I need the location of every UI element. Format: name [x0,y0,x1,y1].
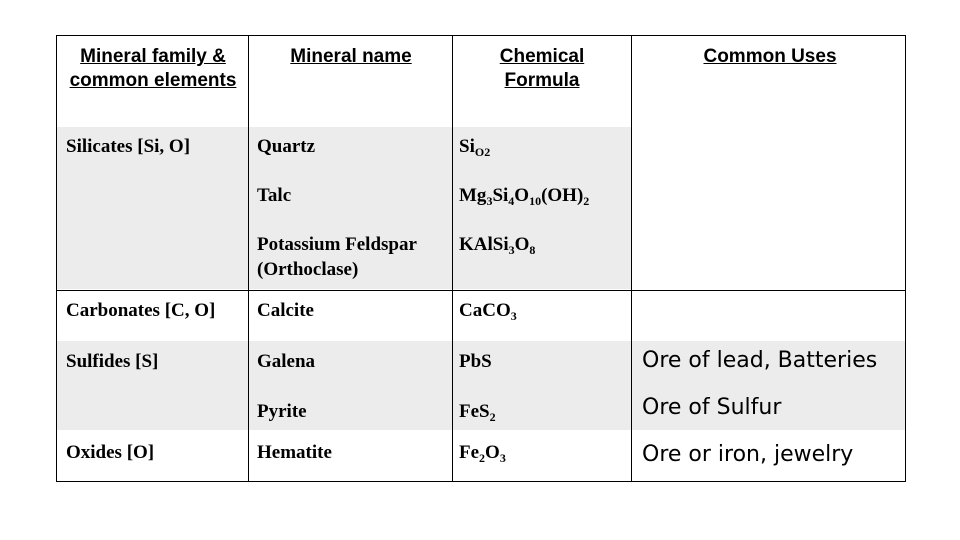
mineral-talc: Talc [257,185,292,206]
formula-talc: $Mg_3Si_4O_{10}(OH)_2$ [459,185,590,208]
formula-quartz: $Si_{O2}$ [459,136,491,159]
use-galena: Ore of lead, Batteries [642,348,878,373]
formula-galena: PbS [459,351,492,372]
formula-hematite: $Fe_2O_3$ [459,442,506,465]
mineral-pyrite: Pyrite [257,401,307,422]
family-sulfides: Sulfides [S] [66,351,159,372]
formula-calcite: CaCO$_3$ [459,300,517,323]
header-chemical-formula: Chemical Formula [499,46,585,91]
column-divider [452,36,453,481]
header-common-uses: Common Uses [703,46,837,67]
header-mineral-name: Mineral name [290,46,412,67]
mineral-potassium-feldspar: Potassium Feldspar (Orthoclase) [257,234,417,280]
family-silicates: Silicates [Si, O] [66,136,191,157]
use-pyrite: Ore of Sulfur [642,395,782,420]
formula-potassium-feldspar: $KAlSi_3O_8$ [459,234,536,257]
column-divider [248,36,249,481]
formula-pyrite: FeS$_2$ [459,401,496,424]
mineral-galena: Galena [257,351,316,372]
row-divider [57,290,905,291]
header-mineral-family: Mineral family & common elements [69,46,237,91]
mineral-quartz: Quartz [257,136,316,157]
mineral-hematite: Hematite [257,442,332,463]
mineral-calcite: Calcite [257,300,314,321]
use-hematite: Ore or iron, jewelry [642,442,854,467]
family-oxides: Oxides [O] [66,442,155,463]
minerals-table [56,35,906,482]
family-carbonates: Carbonates [C, O] [66,300,216,321]
column-divider [631,36,632,481]
